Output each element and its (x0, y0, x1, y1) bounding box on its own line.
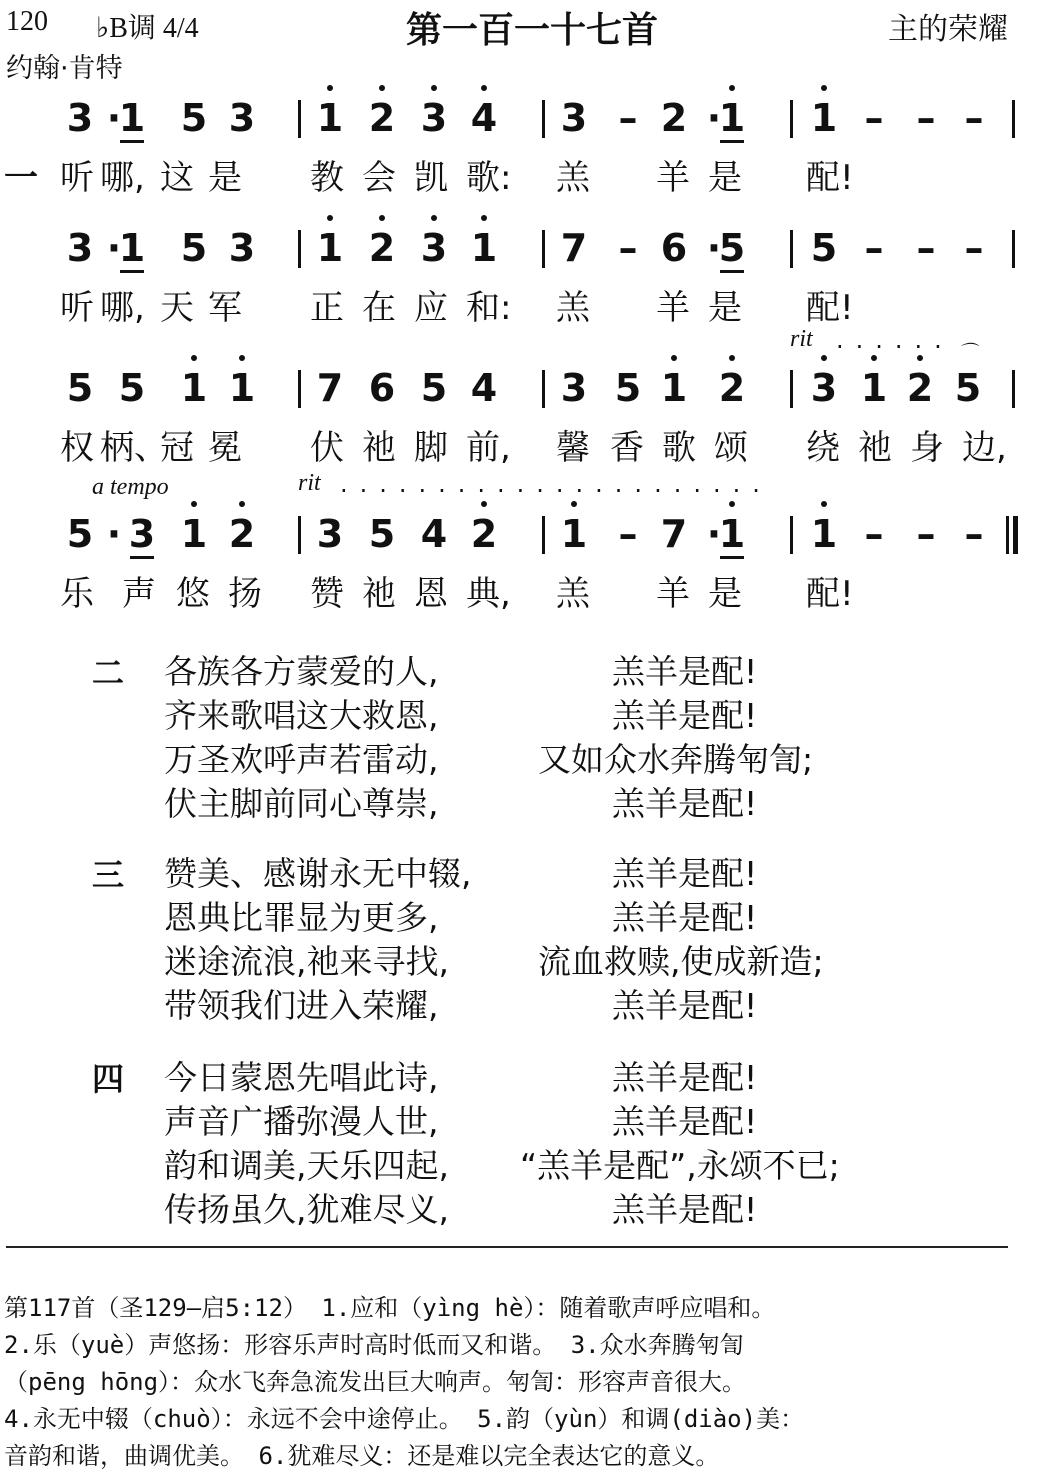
verse-line-left: 韵和调美,天乐四起, (164, 1146, 449, 1185)
note: 1 (118, 226, 146, 270)
note: 2 (228, 512, 256, 556)
lyric-syllable: 是 (708, 288, 742, 328)
lyric-syllable: 悠 (176, 574, 210, 614)
note: 4 (420, 512, 448, 556)
hymn-page-number: 120 (6, 6, 48, 37)
lyric-syllable: 听 (60, 288, 94, 328)
bar-line (542, 230, 545, 268)
dotted-rhythm: · (706, 226, 722, 270)
dotted-rhythm: · (706, 96, 722, 140)
note: 5 (810, 226, 838, 270)
bar-line (790, 516, 793, 554)
lyric-syllable: 歌 (662, 428, 696, 468)
dash-extension: – (964, 226, 984, 270)
lyric-syllable: 会 (362, 158, 396, 198)
final-bar-line (1006, 516, 1015, 554)
lyric-syllable: 柄、 (100, 428, 168, 468)
verse-line-left: 齐来歌唱这大救恩, (164, 696, 439, 735)
note: 3 (420, 226, 448, 270)
note: 6 (660, 226, 688, 270)
note: 1 (660, 366, 688, 410)
lyric-syllable: 羔 (556, 158, 590, 198)
note: 2 (660, 96, 688, 140)
lyric-syllable: 恩 (414, 574, 448, 614)
lyric-syllable: 教 (310, 158, 344, 198)
dash-extension: – (964, 96, 984, 140)
note: 1 (718, 96, 746, 140)
verse-line-right: 羔羊是配! (612, 1102, 758, 1141)
lyric-syllable: 绕 (806, 428, 840, 468)
note: 5 (718, 226, 746, 270)
note: 3 (66, 226, 94, 270)
note: 3 (228, 96, 256, 140)
verse-line-right: 羔羊是配! (612, 1190, 758, 1229)
verse-number: 一 (4, 158, 38, 198)
dotted-rhythm: · (106, 512, 122, 556)
note: 1 (810, 512, 838, 556)
dotted-rhythm: · (106, 96, 122, 140)
note: 7 (316, 366, 344, 410)
note: 5 (66, 512, 94, 556)
dash-extension: – (916, 96, 936, 140)
note: 1 (316, 96, 344, 140)
note: 5 (368, 512, 396, 556)
note: 5 ⌒ (954, 342, 982, 410)
lyric-syllable: 和: (466, 288, 512, 328)
note: 1 (718, 512, 746, 556)
verse-line-right: 羔羊是配! (612, 898, 758, 937)
dash-extension: – (618, 96, 638, 140)
lyric-syllable: 身 (910, 428, 944, 468)
note: 5 (614, 366, 642, 410)
note: 1 (316, 226, 344, 270)
note: 3 (66, 96, 94, 140)
dash-extension: – (618, 512, 638, 556)
lyric-syllable: 祂 (858, 428, 892, 468)
note: 2 (368, 96, 396, 140)
lyric-syllable: 应 (414, 288, 448, 328)
verse-line-right: 流血救赎,使成新造; (538, 942, 824, 981)
verse-line-left: 赞美、感谢永无中辍, (164, 854, 472, 893)
note: 3 (420, 96, 448, 140)
note: 3 (560, 366, 588, 410)
footnote-line: 4.永无中辍（chuò）：永远不会中途停止。 5.韵（yùn）和调(diào)美： (4, 1405, 805, 1433)
lyric-syllable: 是 (708, 574, 742, 614)
note: 3 (560, 96, 588, 140)
note: 1 (470, 226, 498, 270)
lyric-syllable: 是 (708, 158, 742, 198)
lyric-syllable: 祂 (362, 574, 396, 614)
lyric-syllable: 哪, (100, 288, 145, 328)
lyric-syllable: 是 (208, 158, 242, 198)
hymn-theme: 主的荣耀 (888, 12, 1008, 47)
verse-line-left: 伏主脚前同心尊崇, (164, 784, 439, 823)
note: 1 (860, 366, 888, 410)
lyric-syllable: 配! (806, 574, 854, 614)
bar-line (298, 230, 301, 268)
lyric-syllable: 凯 (414, 158, 448, 198)
lyric-syllable: 羔 (556, 574, 590, 614)
note: 7 (560, 226, 588, 270)
verse-line-right: 羔羊是配! (612, 854, 758, 893)
note: 1 (118, 96, 146, 140)
verse-line-left: 迷途流浪,祂来寻找, (164, 942, 449, 981)
bar-line (790, 100, 793, 138)
lyric-syllable: 哪, (100, 158, 145, 198)
rit-dots-1: ...... (836, 326, 954, 354)
lyric-syllable: 冕 (208, 428, 242, 468)
verse-line-left: 带领我们进入荣耀, (164, 986, 439, 1025)
note: 5 (180, 226, 208, 270)
lyric-syllable: 羊 (656, 288, 690, 328)
bar-line (790, 370, 793, 408)
dash-extension: – (916, 226, 936, 270)
lyric-syllable: 乐 (60, 574, 94, 614)
note: 1 (180, 366, 208, 410)
lyric-syllable: 听 (60, 158, 94, 198)
lyric-syllable: 配! (806, 288, 854, 328)
verse-line-left: 恩典比罪显为更多, (164, 898, 439, 937)
lyric-syllable: 在 (362, 288, 396, 328)
lyric-syllable: 权 (60, 428, 94, 468)
lyric-syllable: 配! (806, 158, 854, 198)
dotted-rhythm: · (706, 512, 722, 556)
lyric-syllable: 羊 (656, 158, 690, 198)
note: 4 (470, 96, 498, 140)
verse-line-right: 羔羊是配! (612, 1058, 758, 1097)
verse-line-left: 今日蒙恩先唱此诗, (164, 1058, 439, 1097)
dash-extension: – (864, 96, 884, 140)
verse-line-right: 羔羊是配! (612, 696, 758, 735)
verse-line-right: 羔羊是配! (612, 986, 758, 1025)
divider-line (6, 1246, 1008, 1248)
note: 3 (128, 512, 156, 556)
bar-line (542, 370, 545, 408)
note: 2 (906, 366, 934, 410)
note: 2 (368, 226, 396, 270)
lyric-syllable: 天 (160, 288, 194, 328)
dash-extension: – (864, 512, 884, 556)
lyric-syllable: 赞 (310, 574, 344, 614)
note: 3 (228, 226, 256, 270)
rit-dots-2: ...................... (340, 470, 772, 498)
note: 1 (180, 512, 208, 556)
lyric-syllable: 典, (466, 574, 511, 614)
bar-line (542, 516, 545, 554)
lyric-syllable: 祂 (362, 428, 396, 468)
note: 3 (316, 512, 344, 556)
dash-extension: – (964, 512, 984, 556)
verse-line-left: 万圣欢呼声若雷动, (164, 740, 439, 779)
lyric-syllable: 颂 (714, 428, 748, 468)
key-signature: ♭B调 4/4 (96, 13, 199, 44)
dash-extension: – (916, 512, 936, 556)
bar-line (1012, 370, 1015, 408)
lyric-syllable: 前, (466, 428, 511, 468)
verse-line-left: 各族各方蒙爱的人, (164, 652, 439, 691)
note: 4 (470, 366, 498, 410)
hymn-title: 第一百一十七首 (405, 10, 658, 51)
dash-extension: – (618, 226, 638, 270)
bar-line (298, 370, 301, 408)
lyric-syllable: 冠 (160, 428, 194, 468)
a-tempo-mark: a tempo (92, 474, 169, 500)
verse-line-right: 又如众水奔腾匉訇; (538, 740, 814, 779)
note: 5 (180, 96, 208, 140)
lyric-syllable: 香 (610, 428, 644, 468)
note: 3 (810, 366, 838, 410)
lyric-syllable: 馨 (556, 428, 590, 468)
lyric-syllable: 边, (962, 428, 1007, 468)
note: 2 (470, 512, 498, 556)
verse-line-right: “羔羊是配”,永颂不已; (520, 1146, 840, 1185)
rit-mark-1: rit (790, 326, 813, 352)
note: 5 (118, 366, 146, 410)
note: 1 (560, 512, 588, 556)
note: 7 (660, 512, 688, 556)
dash-extension: – (864, 226, 884, 270)
verse-number: 二 (92, 654, 125, 692)
dotted-rhythm: · (106, 226, 122, 270)
footnote-line: 音韵和谐，曲调优美。 6.犹难尽义：还是难以完全表达它的意义。 (4, 1442, 720, 1470)
lyric-syllable: 羔 (556, 288, 590, 328)
note: 1 (810, 96, 838, 140)
rit-mark-2: rit (298, 470, 321, 496)
lyric-syllable: 正 (310, 288, 344, 328)
verse-line-right: 羔羊是配! (612, 784, 758, 823)
bar-line (1012, 100, 1015, 138)
footnote-line: （pēng hōng）：众水飞奔急流发出巨大响声。匉訇：形容声音很大。 (4, 1368, 747, 1396)
note: 2 (718, 366, 746, 410)
bar-line (1012, 230, 1015, 268)
hymn-author: 约翰·肯特 (6, 53, 123, 84)
bar-line (298, 100, 301, 138)
footnote-line: 2.乐（yuè）声悠扬：形容乐声时高时低而又和谐。 3.众水奔腾匉訇 (4, 1331, 744, 1359)
verse-line-right: 羔羊是配! (612, 652, 758, 691)
bar-line (542, 100, 545, 138)
note: 6 (368, 366, 396, 410)
footnote-line: 第117首（圣129—启5:12） 1.应和（yìng hè）：随着歌声呼应唱和。 (4, 1294, 776, 1322)
bar-line (790, 230, 793, 268)
verse-line-left: 传扬虽久,犹难尽义, (164, 1190, 449, 1229)
note: 5 (66, 366, 94, 410)
bar-line (298, 516, 301, 554)
lyric-syllable: 歌: (466, 158, 512, 198)
lyric-syllable: 脚 (414, 428, 448, 468)
lyric-syllable: 声 (122, 574, 156, 614)
verse-line-left: 声音广播弥漫人世, (164, 1102, 439, 1141)
lyric-syllable: 扬 (228, 574, 262, 614)
verse-number: 四 (92, 1060, 125, 1098)
lyric-syllable: 军 (208, 288, 242, 328)
lyric-syllable: 这 (160, 158, 194, 198)
lyric-syllable: 伏 (310, 428, 344, 468)
lyric-syllable: 羊 (656, 574, 690, 614)
note: 5 (420, 366, 448, 410)
verse-number: 三 (92, 856, 125, 894)
note: 1 (228, 366, 256, 410)
